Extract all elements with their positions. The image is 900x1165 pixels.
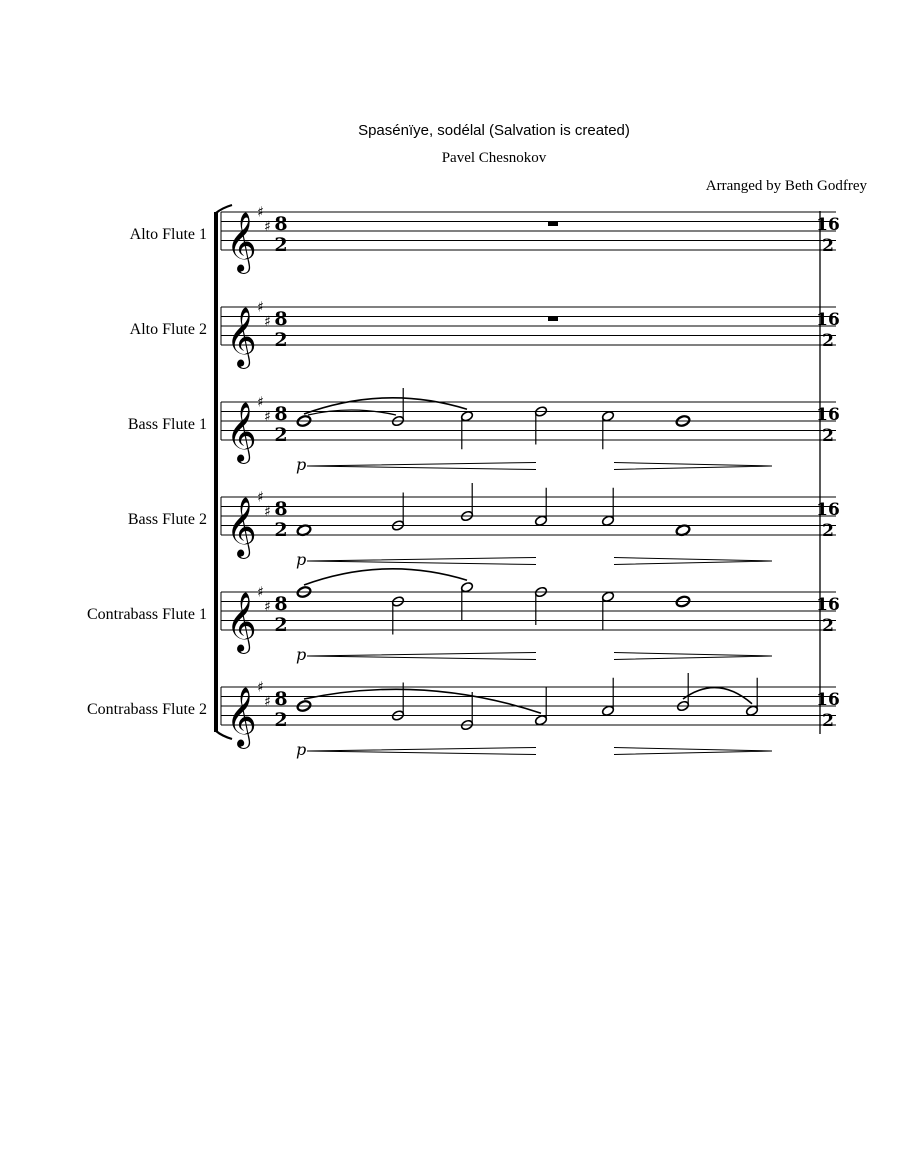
sharp-icon: ♯ (264, 313, 271, 330)
instrument-label-alto-flute-1: Alto Flute 1 (129, 226, 207, 243)
courtesy-time-signature-top: 16 (816, 690, 840, 710)
courtesy-time-signature-top: 16 (816, 500, 840, 520)
courtesy-time-signature-bottom: 2 (822, 331, 834, 351)
decrescendo-hairpin (614, 463, 772, 470)
dynamic-marking: p (296, 645, 307, 664)
system-bracket (214, 205, 232, 739)
note (460, 410, 473, 449)
sharp-icon: ♯ (257, 299, 264, 316)
sharp-icon: ♯ (264, 503, 271, 520)
staff-2 (221, 300, 840, 370)
composer-name: Pavel Chesnokov (441, 150, 547, 166)
time-signature-bottom: 2 (274, 614, 288, 636)
staff-3 (221, 388, 840, 474)
sharp-icon: ♯ (257, 584, 264, 601)
crescendo-hairpin (307, 653, 536, 660)
note (745, 678, 758, 717)
staff-1 (221, 205, 840, 275)
staff-5 (221, 569, 840, 664)
instrument-label-contrabass-flute-2: Contrabass Flute 2 (87, 701, 207, 718)
courtesy-time-signature-bottom: 2 (822, 711, 834, 731)
time-signature-bottom: 2 (274, 519, 288, 541)
note (601, 488, 614, 527)
sharp-icon: ♯ (257, 679, 264, 696)
note (601, 410, 614, 449)
note (601, 678, 614, 717)
sharp-icon: ♯ (264, 218, 271, 235)
time-signature-top: 8 (274, 593, 288, 615)
crescendo-hairpin (307, 748, 536, 755)
measure-rest-icon (548, 222, 558, 227)
sharp-icon: ♯ (257, 394, 264, 411)
time-signature-bottom: 2 (274, 329, 288, 351)
courtesy-time-signature-bottom: 2 (822, 426, 834, 446)
tie (308, 410, 396, 415)
treble-clef-icon: 𝄞 (226, 497, 257, 557)
courtesy-time-signature-bottom: 2 (822, 236, 834, 256)
time-signature-top: 8 (274, 403, 288, 425)
sharp-icon: ♯ (257, 204, 264, 221)
decrescendo-hairpin (614, 558, 772, 565)
note (460, 581, 473, 620)
time-signature-top: 8 (274, 498, 288, 520)
time-signature-bottom: 2 (274, 424, 288, 446)
sharp-icon: ♯ (257, 489, 264, 506)
treble-clef-icon: 𝄞 (226, 402, 257, 462)
note (534, 687, 547, 726)
treble-clef-icon: 𝄞 (226, 592, 257, 652)
instrument-label-bass-flute-1: Bass Flute 1 (127, 416, 207, 433)
sharp-icon: ♯ (264, 598, 271, 615)
staff-4 (221, 483, 840, 569)
courtesy-time-signature-top: 16 (816, 215, 840, 235)
time-signature-top: 8 (274, 213, 288, 235)
courtesy-time-signature-top: 16 (816, 310, 840, 330)
treble-clef-icon: 𝄞 (226, 687, 257, 747)
decrescendo-hairpin (614, 748, 772, 755)
decrescendo-hairpin (614, 653, 772, 660)
instrument-label-alto-flute-2: Alto Flute 2 (129, 321, 207, 338)
instrument-label-contrabass-flute-1: Contrabass Flute 1 (87, 606, 207, 623)
slur (304, 689, 541, 713)
note (601, 591, 614, 630)
time-signature-top: 8 (274, 688, 288, 710)
courtesy-time-signature-top: 16 (816, 595, 840, 615)
slur (304, 569, 467, 585)
crescendo-hairpin (307, 463, 536, 470)
crescendo-hairpin (307, 558, 536, 565)
sharp-icon: ♯ (264, 408, 271, 425)
measure-rest-icon (548, 317, 558, 322)
treble-clef-icon: 𝄞 (226, 307, 257, 367)
dynamic-marking: p (296, 455, 307, 474)
dynamic-marking: p (296, 740, 307, 759)
courtesy-time-signature-top: 16 (816, 405, 840, 425)
courtesy-time-signature-bottom: 2 (822, 521, 834, 541)
treble-clef-icon: 𝄞 (226, 212, 257, 272)
score-title: Spasénïye, sodélal (Salvation is created) (358, 122, 630, 139)
time-signature-bottom: 2 (274, 709, 288, 731)
arranger-credit: Arranged by Beth Godfrey (705, 178, 867, 194)
instrument-label-bass-flute-2: Bass Flute 2 (127, 511, 207, 528)
time-signature-bottom: 2 (274, 234, 288, 256)
dynamic-marking: p (296, 550, 307, 569)
sharp-icon: ♯ (264, 693, 271, 710)
courtesy-time-signature-bottom: 2 (822, 616, 834, 636)
time-signature-top: 8 (274, 308, 288, 330)
note (534, 488, 547, 527)
staff-6 (221, 673, 840, 759)
slur (683, 688, 752, 704)
